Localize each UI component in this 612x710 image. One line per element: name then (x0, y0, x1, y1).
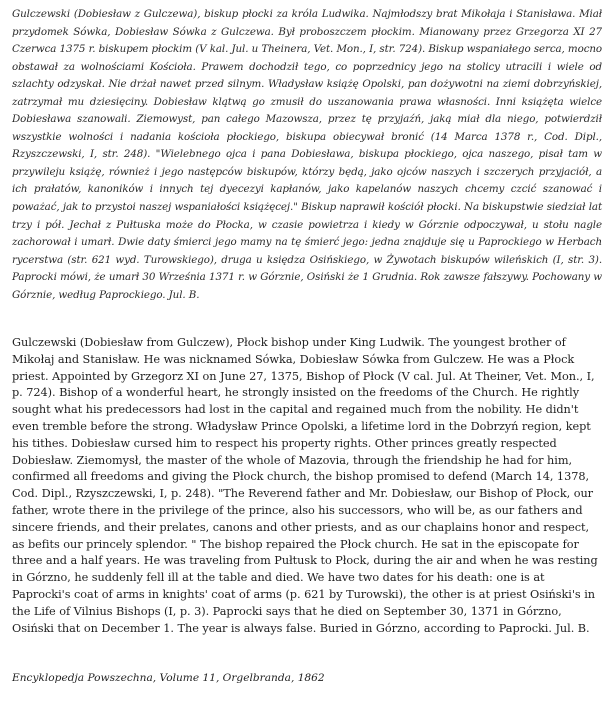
english-translation-text: Gulczewski (Dobiesław from Gulczew), Płock bishop under King Ludwik. The youngest brother of Mikołaj and Stanisław. He was nicknamed Sówka, Dobiesław Sówka from Gulczew. He was a Płock priest. Appointed by Grzegorz XI on June 27, 1375, Bishop of Płock (V cal. Jul. At Theiner, Vet. Mon., I, p. 724). Bishop of a wonderful heart, he strongly insisted on the freedoms of the Church. He rightly sought what his predecessors had lost in the capital and regained much from the nobility. He didn't even tremble before the strong. Władysław Prince Opolski, a lifetime lord in the Dobrzyń region, kept his tithes. Dobiesław cursed him to respect his property rights. Other princes greatly respected Dobiesław. Ziemomysł, the master of the whole of Mazovia, through the friendship he had for him, confirmed all freedoms and giving the Płock church, the bishop promised to defend (March 14, 1378, Cod. Dipl., Rzyszczewski, I, p. 248). "The Reverend father and Mr. Dobiesław, our Bishop of Płock, our father, wrote there in the privilege of the prince, also his successors, who will be, as our fathers and sincere friends, and their prelates, canons and other priests, and as our chaplains honor and respect, as befits our princely splendor. " The bishop repaired the Płock church. He sat in the episcopate for three and a half years. He was traveling from Pułtusk to Płock, during the air and when he was resting in Górzno, he suddenly fell ill at the table and died. We have two dates for his death: one is at Paprocki's coat of arms in knights' coat of arms (p. 621 by Turowski), the other is at priest Osiński's in the Life of Vilnius Bishops (I, p. 3). Paprocki says that he died on September 30, 1371 in Górzno, Osiński that on December 1. The year is always false. Buried in Górzno, according to Paprocki. Jul. B. (12, 336, 598, 635)
source-citation: Encyklopedja Powszechna, Volume 11, Orgelbranda, 1862 (12, 672, 325, 684)
original-polish-text: Gulczewski (Dobiesław z Gulczewa), biskup płocki za króla Ludwika. Najmłodszy brat Mikołaja i Stanisława. Miał przydomek Sówka, Dobiesław Sówka z Gulczewa. Był proboszczem płockim. Mianowany przez Grzegorza XI 27 Czerwca 1375 r. biskupem płockim (V kal. Jul. u Theinera, Vet. Mon., I, str. 724). Biskup wspaniałego serca, mocno obstawał za wolnościami Kościoła. Prawem dochodził tego, co poprzednicy jego na stolicy utracili i wiele od szlachty odzyskał. Nie drżał nawet przed silnym. Władysław książę Opolski, pan dożywotni na ziemi dobrzyńskiej, zatrzymał mu dziesięciny. Dobiesław klątwą go zmusił do uszanowania prawa własności. Inni książęta wielce Dobiesława szanowali. Ziemowyst, pan całego Mazowsza, przez tę przyjaźń, jaką miał dla niego, potwierdził wszystkie wolności i nadania kościoła płockiego, biskupa obiecywał bronić (14 Marca 1378 r., Cod. Dipl., Rzyszczewski, I, str. 248). "Wielebnego ojca i pana Dobiesława, biskupa płockiego, ojca naszego, pisał tam w przywileju książę, również i jego następców biskupów, którzy będą, jako ojców naszych i szczerych przyjaciół, a ich prałatów, kanoników i innych tej dyecezyi kapłanów, jako kapelanów naszych chcemy czcić szanować i poważać, jak to przystoi naszej wspaniałości książęcej." Biskup naprawił kościół płocki. Na biskupstwie siedział lat trzy i pół. Jechał z Pułtuska może do Płocka, w czasie powietrza i kiedy w Górznie odpoczywał, u stołu nagle zachorował i umarł. Dwie daty śmierci jego mamy na tę śmierć jego: jedna znajduje się u Paprockiego w Herbach rycerstwa (str. 621 wyd. Turowskiego), druga u księdza Osińskiego, w Żywotach biskupów wileńskich (I, str. 3). Paprocki mówi, że umarł 30 Września 1371 r. w Górznie, Osiński że 1 Grudnia. Rok zawsze fałszywy. Pochowany w Górznie, według Paprockiego. Jul. B. (12, 8, 602, 301)
